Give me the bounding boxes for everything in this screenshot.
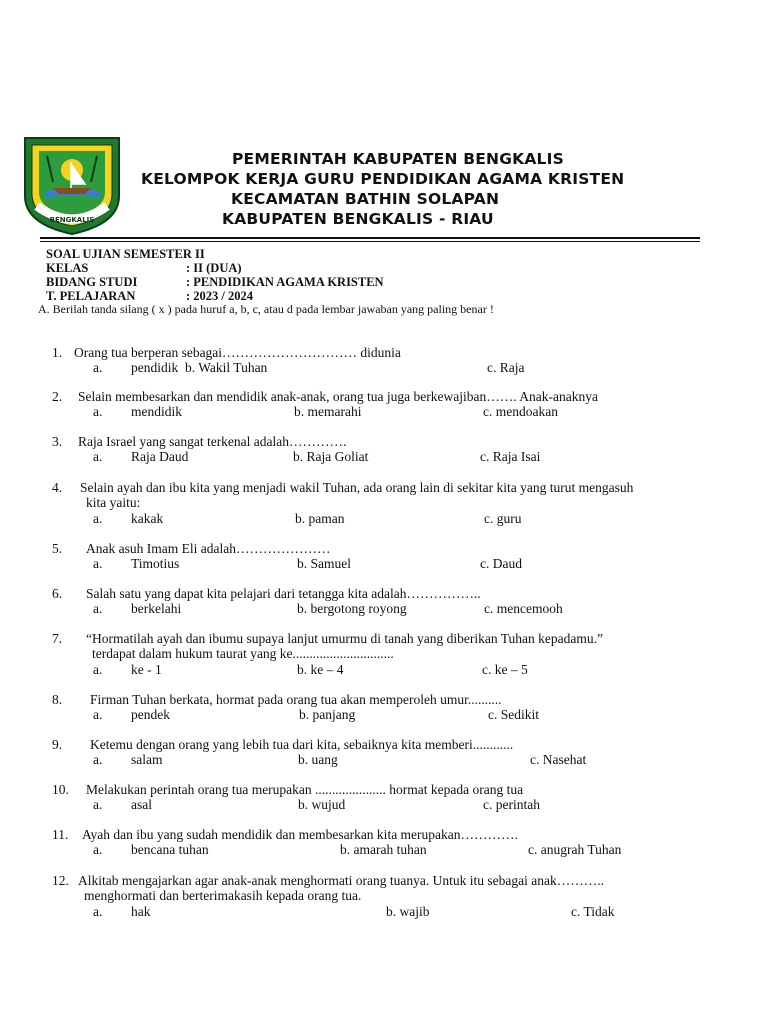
question-5-text: Anak asuh Imam Eli adalah………………… <box>86 541 331 556</box>
question-12-option-a-letter: a. <box>93 904 103 919</box>
question-4-option-b: b. paman <box>295 511 345 526</box>
meta-pelajaran-value: : 2023 / 2024 <box>186 289 254 303</box>
meta-pelajaran-label: T. PELAJARAN <box>46 289 136 303</box>
question-8-option-a: pendek <box>131 707 170 722</box>
question-7-number: 7. <box>52 631 63 646</box>
question-4-option-a-letter: a. <box>93 511 103 526</box>
question-3-option-a-letter: a. <box>93 449 103 464</box>
question-3-option-a: Raja Daud <box>131 449 189 464</box>
question-6-text: Salah satu yang dapat kita pelajari dari tetangga kita adalah…………….. <box>86 586 481 601</box>
question-4-option-a: kakak <box>131 511 164 526</box>
question-1-text: Orang tua berperan sebagai………………………… didunia <box>74 345 401 360</box>
question-10-number: 10. <box>52 782 69 797</box>
header-line-1: PEMERINTAH KABUPATEN BENGKALIS <box>232 150 564 168</box>
question-9-text: Ketemu dengan orang yang lebih tua dari kita, sebaiknya kita memberi............ <box>90 737 514 752</box>
question-3-option-b: b. Raja Goliat <box>293 449 369 464</box>
question-9-option-b: b. uang <box>298 752 338 767</box>
question-2-text: Selain membesarkan dan mendidik anak-anak, orang tua juga berkewajiban……. Anak-anaknya <box>78 389 598 404</box>
question-2-option-a: mendidik <box>131 404 182 419</box>
question-7-text-continued: terdapat dalam hukum taurat yang ke.............................. <box>92 646 394 661</box>
question-8-text: Firman Tuhan berkata, hormat pada orang tua akan memperoleh umur.......... <box>90 692 502 707</box>
question-12-number: 12. <box>52 873 69 888</box>
question-8-option-a-letter: a. <box>93 707 103 722</box>
question-9-option-a-letter: a. <box>93 752 103 767</box>
question-7-option-b: b. ke – 4 <box>297 662 344 677</box>
question-4-text: Selain ayah dan ibu kita yang menjadi wakil Tuhan, ada orang lain di sekitar kita yang turut mengasuh <box>80 480 634 495</box>
question-3-number: 3. <box>52 434 63 449</box>
header-line-2: KELOMPOK KERJA GURU PENDIDIKAN AGAMA KRISTEN <box>141 170 625 188</box>
meta-kelas-value: : II (DUA) <box>186 261 242 275</box>
question-9-option-a: salam <box>131 752 163 767</box>
question-3-option-c: c. Raja Isai <box>480 449 541 464</box>
question-12-text: Alkitab mengajarkan agar anak-anak menghormati orang tuanya. Untuk itu sebagai anak……….. <box>78 873 604 888</box>
question-9-option-c: c. Nasehat <box>530 752 587 767</box>
question-5-option-b: b. Samuel <box>297 556 351 571</box>
question-10-option-a-letter: a. <box>93 797 103 812</box>
question-2-number: 2. <box>52 389 63 404</box>
question-11-option-a: bencana tuhan <box>131 842 209 857</box>
question-6-option-a-letter: a. <box>93 601 103 616</box>
question-4-option-c: c. guru <box>484 511 522 526</box>
question-5-number: 5. <box>52 541 63 556</box>
question-4-text-continued: kita yaitu: <box>86 495 141 510</box>
question-2-option-a-letter: a. <box>93 404 103 419</box>
question-12-text-continued: menghormati dan berterimakasih kepada orang tua. <box>84 888 362 903</box>
question-7-text: “Hormatilah ayah dan ibumu supaya lanjut umurmu di tanah yang diberikan Tuhan kepadamu.” <box>86 631 604 646</box>
question-5-option-a-letter: a. <box>93 556 103 571</box>
bengkalis-emblem-logo <box>23 136 121 236</box>
svg-text:BENGKALIS: BENGKALIS <box>49 216 95 224</box>
question-8-option-b: b. panjang <box>299 707 356 722</box>
header-rule <box>40 237 700 239</box>
header-line-3: KECAMATAN BATHIN SOLAPAN <box>231 190 500 208</box>
question-5-option-a: Timotius <box>131 556 180 571</box>
question-1-number: 1. <box>52 345 63 360</box>
question-11-option-c: c. anugrah Tuhan <box>528 842 622 857</box>
question-3-text: Raja Israel yang sangat terkenal adalah…………. <box>78 434 347 449</box>
question-11-option-b: b. amarah tuhan <box>340 842 427 857</box>
instruction-text: A. Berilah tanda silang ( x ) pada huruf a, b, c, atau d pada lembar jawaban yang paling benar ! <box>38 302 494 316</box>
question-12-option-b: b. wajib <box>386 904 430 919</box>
question-2-option-b: b. memarahi <box>294 404 362 419</box>
question-8-option-c: c. Sedikit <box>488 707 539 722</box>
question-4-number: 4. <box>52 480 63 495</box>
meta-bidang-value: : PENDIDIKAN AGAMA KRISTEN <box>186 275 384 289</box>
question-5-option-c: c. Daud <box>480 556 522 571</box>
question-10-text: Melakukan perintah orang tua merupakan ..................... hormat kepada orang tua <box>86 782 524 797</box>
question-6-option-a: berkelahi <box>131 601 182 616</box>
question-10-option-c: c. perintah <box>483 797 540 812</box>
question-1-option-c: c. Raja <box>487 360 525 375</box>
question-8-number: 8. <box>52 692 63 707</box>
question-1-option-a: pendidik <box>131 360 179 375</box>
meta-exam-title: SOAL UJIAN SEMESTER II <box>46 247 205 261</box>
question-1-option-b: b. Wakil Tuhan <box>185 360 268 375</box>
meta-bidang-label: BIDANG STUDI <box>46 275 138 289</box>
question-10-option-b: b. wujud <box>298 797 346 812</box>
header-rule-thin <box>40 241 700 242</box>
question-6-option-b: b. bergotong royong <box>297 601 407 616</box>
question-7-option-a: ke - 1 <box>131 662 162 677</box>
question-11-text: Ayah dan ibu yang sudah mendidik dan membesarkan kita merupakan…………. <box>82 827 518 842</box>
question-6-number: 6. <box>52 586 63 601</box>
meta-kelas-label: KELAS <box>46 261 89 275</box>
question-9-number: 9. <box>52 737 63 752</box>
question-6-option-c: c. mencemooh <box>484 601 563 616</box>
question-2-option-c: c. mendoakan <box>483 404 558 419</box>
question-1-option-a-letter: a. <box>93 360 103 375</box>
question-7-option-c: c. ke – 5 <box>482 662 528 677</box>
question-12-option-c: c. Tidak <box>571 904 615 919</box>
question-10-option-a: asal <box>131 797 152 812</box>
question-12-option-a: hak <box>131 904 151 919</box>
question-11-number: 11. <box>52 827 69 842</box>
header-line-4: KABUPATEN BENGKALIS - RIAU <box>222 210 494 228</box>
question-7-option-a-letter: a. <box>93 662 103 677</box>
question-11-option-a-letter: a. <box>93 842 103 857</box>
